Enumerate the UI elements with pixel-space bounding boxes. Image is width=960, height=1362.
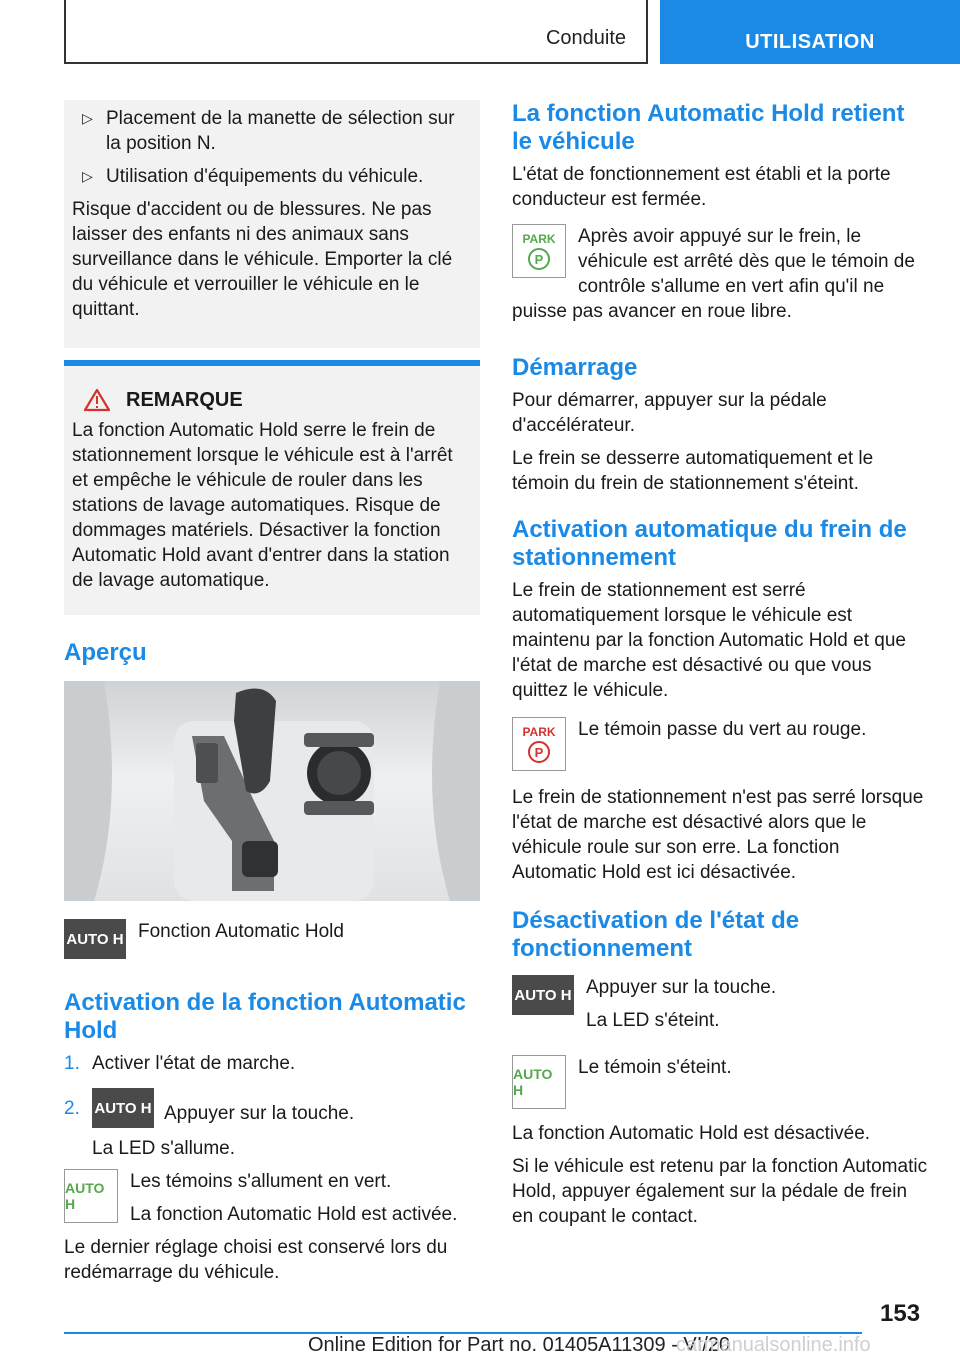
page-number: 153: [880, 1300, 921, 1327]
header-section: Conduite: [545, 27, 626, 49]
notice-box: [64, 360, 480, 615]
setting-saved-text: Le dernier réglage choisi est conservé lors du redémarrage du véhicule.: [64, 1237, 448, 1283]
notice-title: REMARQUE: [126, 388, 243, 411]
retain-block: [512, 224, 928, 332]
warning-icon: [84, 388, 110, 412]
triangle-bullet-icon: ▷: [82, 168, 93, 184]
indicator-block: [64, 1169, 480, 1293]
list-item: 1. Activer l'état de marche.: [64, 1053, 296, 1074]
triangle-bullet-icon: ▷: [82, 110, 93, 126]
lamp-off-row: [512, 1055, 928, 1109]
list-item: 2. AUTO H Appuyer sur la touche.: [64, 1088, 480, 1128]
auto-h-indicator-green-icon: AUTO H: [64, 1169, 118, 1223]
activation-heading: Activation de la fonction Automatic Hold: [64, 989, 466, 1044]
overview-heading: Aperçu: [64, 639, 147, 666]
led-on-text: La LED s'allume.: [92, 1138, 236, 1159]
left-column: [64, 100, 480, 1293]
park-indicator-red-icon: PARK P: [512, 717, 566, 771]
auto-park-text: Le frein de stationnement est serré automatiquement lorsque le véhicule est maintenu par la fonction Automatic Hold et que l'état de marche est désactivé ou que vous quittez le véhicule.: [512, 580, 906, 701]
list-item: ▷ Utilisation d'équipements du véhicule.: [72, 164, 470, 189]
park-indicator-green-icon: PARK P: [512, 224, 566, 278]
gear-console-image: [64, 681, 480, 901]
activated-text: La fonction Automatic Hold est activée.: [130, 1204, 458, 1225]
notice-title-row: [72, 388, 470, 412]
lamp-off-text: Le témoin s'éteint.: [578, 1057, 732, 1078]
green-to-red-row: [512, 717, 928, 771]
console-photo: [64, 681, 480, 901]
risk-text: Risque d'accident ou de blessures. Ne pas laisser des enfants ni des animaux sans surveillance dans le véhicule. Emporter la clé du véhicule et verrouiller le véhicule en le quittant.: [72, 199, 453, 320]
auto-h-indicator-green-icon: AUTO H: [512, 1055, 566, 1109]
start-text-1: Pour démarrer, appuyer sur la pédale d'accélérateur.: [512, 390, 827, 436]
press-key-row: [512, 975, 928, 1041]
lights-green-text: Les témoins s'allument en vert.: [130, 1171, 392, 1192]
deactivated-text: La fonction Automatic Hold est désactivée.: [512, 1123, 871, 1144]
auto-h-button-icon: AUTO H: [92, 1088, 154, 1128]
header-chapter: UTILISATION: [660, 0, 960, 64]
footer-edition: Online Edition for Part no. 01405A11309 - VI/20: [308, 1334, 731, 1356]
footer-watermark: carmanualsonline.info: [676, 1334, 871, 1356]
press-key-text: Appuyer sur la touche.: [586, 977, 777, 998]
auto-h-button-icon: AUTO H: [64, 919, 126, 959]
header-section-box: [64, 0, 648, 64]
green-to-red-text: Le témoin passe du vert au rouge.: [578, 719, 867, 740]
retain-condition: L'état de fonctionnement est établi et la porte conducteur est fermée.: [512, 164, 891, 210]
auto-park-heading: Activation automatique du frein de stationnement: [512, 516, 907, 571]
list-item: ▷ Placement de la manette de sélection sur la position N.: [72, 106, 470, 156]
deactivation-heading: Désactivation de l'état de fonctionnement: [512, 907, 800, 962]
not-applied-text: Le frein de stationnement n'est pas serré lorsque l'état de marche est désactivé alors que le véhicule roule sur son erre. La fonction Automatic Hold est ici désactivée.: [512, 787, 924, 883]
notice-text: La fonction Automatic Hold serre le frein de stationnement lorsque le véhicule est à l'arrêt et empêche le véhicule de rouler dans les stations de lavage automatiques. Risque de dommages matériels. Désactiver la fonction Automatic Hold avant d'entrer dans la station de lavage automatique.: [72, 420, 453, 591]
retain-text: Après avoir appuyé sur le frein, le véhicule est arrêté dès que le témoin de contrôle s'allume en vert afin qu'il ne puisse pas avancer en roue libre.: [512, 226, 915, 322]
auto-hold-caption: Fonction Automatic Hold: [138, 921, 344, 942]
start-text-2: Le frein se desserre automatiquement et le témoin du frein de stationnement s'éteint.: [512, 448, 874, 494]
retain-heading: La fonction Automatic Hold retient le véhicule: [512, 100, 905, 155]
risk-box: [64, 100, 480, 348]
auto-h-button-icon: AUTO H: [512, 975, 574, 1015]
auto-hold-caption-row: [64, 919, 480, 959]
led-off-text: La LED s'éteint.: [586, 1010, 720, 1031]
final-text: Si le véhicule est retenu par la fonction Automatic Hold, appuyer également sur la pédale de frein en coupant le contact.: [512, 1156, 928, 1227]
right-column: [512, 100, 928, 1237]
start-heading: Démarrage: [512, 354, 638, 381]
